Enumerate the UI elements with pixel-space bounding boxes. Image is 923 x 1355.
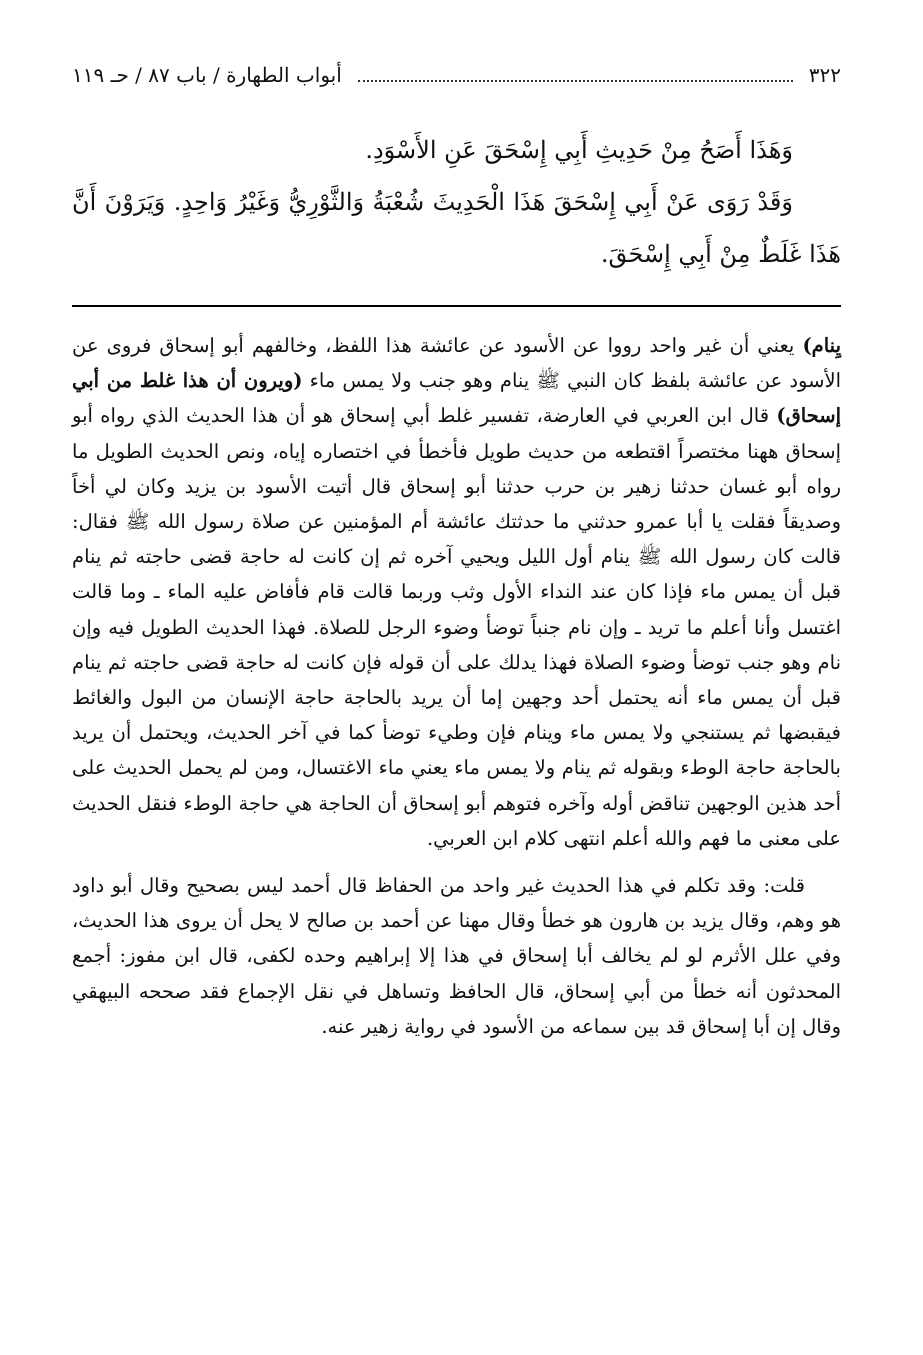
running-header xyxy=(72,60,841,90)
footnote-separator xyxy=(72,305,841,307)
hadith-line-2: وَقَدْ رَوَى عَنْ أَبِي إِسْحَقَ هَذَا الْحَدِيثَ شُعْبَةُ وَالثَّوْرِيُّ وَغَيْرُ وَاحِدٍ. وَيَرَوْنَ أَنَّ هَذَا غَلَطٌ مِنْ أَبِي إِسْحَقَ. xyxy=(72,188,841,268)
commentary-paragraph-2: قلت: وقد تكلم في هذا الحديث غير واحد من الحفاظ قال أحمد ليس بصحيح وقال أبو داود هو وهم، وقال يزيد بن هارون هو خطأ وقال مهنا عن أحمد بن صالح لا يحل أن يروى هذا الحديث، وفي علل الأثرم لو لم يخالف أبا إسحاق في هذا إلا إبراهيم وحده لكفى، قال ابن مفوز: أجمع المحدثون أنه خطأ من أبي إسحاق، قال الحافظ وتساهل في نقل الإجماع فقد صححه البيهقي وقال إن أبا إسحاق قد بين سماعه من الأسود في رواية زهير عنه. xyxy=(72,874,842,1038)
dotted-leader xyxy=(358,68,793,82)
commentary-text-2: قال ابن العربي في العارضة، تفسير غلط أبي إسحاق هو أن هذا الحديث الذي رواه أبو إسحاق ههنا مختصراً اقتطعه من حديث طويل فأخطأ في اختصاره إياه، ونص الحديث الطويل ما رواه أبو غسان حدثنا زهير بن حرب حدثنا أبو إسحاق قال أتيت الأسود بن يزيد وكان لي أخاً وصديقاً فقلت يا أبا عمرو حدثني ما حدثتك عائشة أم المؤمنين عن صلاة رسول الله ﷺ فقال: قالت كان رسول الله ﷺ ينام أول الليل ويحيي آخره ثم إن كانت له حاجة قضى حاجته ثم ينام قبل أن يمس ماء فإذا كان عند النداء الأول وثب وربما قالت قام فأفاض عليه الماء ـ وما قالت اغتسل وأنا أعلم ما تريد ـ وإن نام جنباً توضأ وضوء الرجل للصلاة. فهذا الحديث الطويل فيه وإن نام وهو جنب توضأ وضوء الصلاة فهذا يدلك على أن قوله فإن كانت له حاجة قضى حاجته ثم ينام قبل أن يمس ماء أنه يحتمل أحد وجهين إما أن يريد بالحاجة حاجة الإنسان من البول والغائط فيقبضها ثم يستنجي ولا يمس ماء وينام فإن وطيء توضأ كما في آخر الحديث، ويحتمل أن يريد بالحاجة حاجة الوطء وبقوله ثم ينام ولا يمس ماء يعني ماء الاغتسال، ومن لم يحمل الحديث على أحد هذين الوجهين تناقض أوله وآخره فتوهم أبو إسحاق أن الحاجة هي حاجة الوطء فنقل الحديث على معنى ما فهم والله أعلم انتهى كلام ابن العربي. xyxy=(72,404,841,850)
commentary-paragraph-1 xyxy=(72,328,841,856)
chapter-title: أبواب الطهارة / باب ٨٧ / حـ ١١٩ xyxy=(72,63,342,87)
lemma-1: يِنام) xyxy=(802,334,841,357)
hadith-line-1: وَهَذَا أَصَحُ مِنْ حَدِيثِ أَبِي إِسْحَقَ عَنِ الأَسْوَدِ. xyxy=(365,136,793,164)
page-number: ٣٢٢ xyxy=(808,63,841,87)
lemma-2: (ويرون أن هذا غلط من أبي إسحاق) xyxy=(72,369,841,428)
commentary xyxy=(72,328,841,1044)
commentary-text-1: يعني أن غير واحد رووا عن الأسود عن عائشة هذا اللفظ، وخالفهم أبو إسحاق فروى عن الأسود عن عائشة بلفظ كان النبي ﷺ ينام وهو جنب ولا يمس ماء xyxy=(72,334,841,393)
hadith-text xyxy=(72,124,841,280)
